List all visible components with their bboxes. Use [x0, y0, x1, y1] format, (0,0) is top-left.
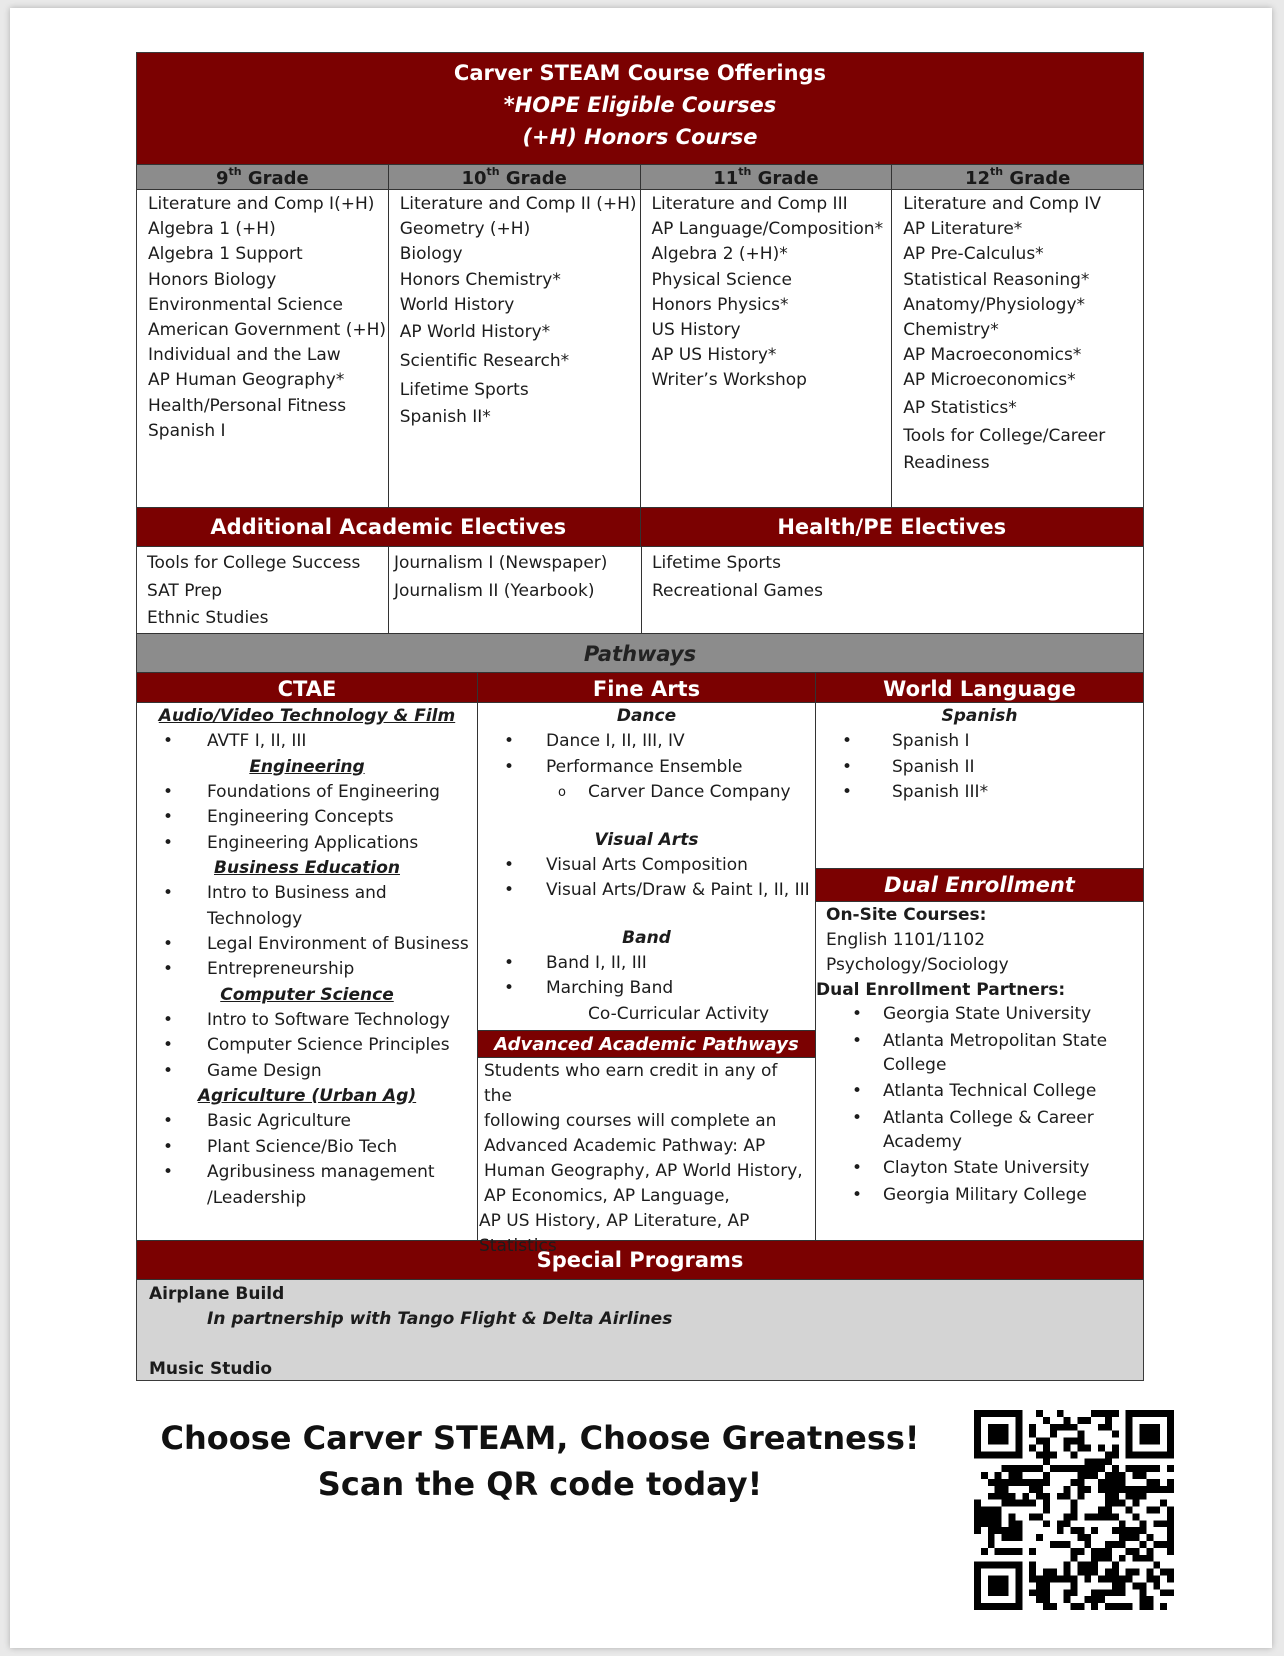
fine-arts-header: Fine Arts: [477, 673, 815, 702]
list-item: • Computer Science Principles: [137, 1033, 477, 1059]
course-item: Biology: [399, 244, 463, 265]
course-item: Spanish I: [148, 420, 226, 441]
list-item: • Engineering Concepts: [137, 805, 477, 831]
course-item: World History: [399, 294, 515, 315]
av-tech-subhead: Audio/Video Technology & Film: [158, 706, 456, 726]
grade-10-courses: [388, 190, 640, 507]
document-title: Carver STEAM Course Offerings: [453, 61, 827, 85]
elective-item: Journalism II (Yearbook): [394, 581, 595, 601]
list-item: • Intro to Software Technology: [137, 1008, 477, 1034]
band-note: Co-Curricular Activity: [588, 1003, 769, 1024]
list-item: • Visual Arts Composition: [478, 853, 815, 879]
course-item: Tools for College/Career: [903, 425, 1106, 446]
title-banner: [137, 53, 1143, 164]
band-subhead: Band: [622, 927, 671, 948]
course-item: Chemistry*: [903, 320, 999, 341]
dual-enrollment-body: [816, 903, 1143, 1209]
list-item: • Spanish I: [816, 729, 1143, 755]
course-item: Physical Science: [651, 269, 792, 290]
course-item: AP World History*: [399, 322, 551, 343]
partner-item-continued: College: [883, 1055, 947, 1075]
grade-12-courses: [891, 190, 1143, 507]
world-language-column: [815, 703, 1143, 1240]
engineering-subhead: Engineering: [249, 756, 365, 777]
elective-item: Lifetime Sports: [652, 553, 781, 573]
course-item: Environmental Science: [148, 294, 343, 315]
health-pe-electives-list: [641, 547, 1143, 633]
course-item: AP Statistics*: [903, 397, 1017, 418]
list-item: • Visual Arts/Draw & Paint I, II, III: [478, 878, 815, 904]
honors-legend: (+H) Honors Course: [522, 125, 758, 149]
course-item: Literature and Comp IV: [903, 194, 1101, 214]
agriculture-subhead: Agriculture (Urban Ag): [197, 1086, 417, 1106]
aap-line: following courses will complete an: [484, 1111, 777, 1131]
computer-science-subhead: Computer Science: [220, 984, 394, 1005]
list-item: • Engineering Applications: [137, 831, 477, 857]
list-item: • Band I, II, III: [478, 951, 815, 977]
list-item-continued: /Leadership: [207, 1187, 307, 1208]
course-item: Health/Personal Fitness: [148, 395, 347, 416]
slogan: [150, 1415, 930, 1507]
list-item: • Plant Science/Bio Tech: [137, 1135, 477, 1161]
grade-11-header: 11th Grade: [640, 165, 892, 189]
world-language-header: World Language: [815, 673, 1143, 702]
course-item: Literature and Comp I(+H): [148, 194, 375, 214]
course-item: Honors Chemistry*: [399, 269, 561, 290]
course-item: Scientific Research*: [399, 351, 570, 372]
course-item: AP Microeconomics*: [903, 370, 1076, 391]
electives-header-row: [137, 507, 1143, 547]
course-item: Literature and Comp III: [651, 194, 848, 214]
course-item: AP Language/Composition*: [651, 219, 884, 240]
course-item: Honors Biology: [148, 269, 277, 290]
course-item: Statistical Reasoning*: [903, 269, 1090, 290]
partner-item-continued: Academy: [883, 1132, 962, 1152]
elective-item: Journalism I (Newspaper): [394, 553, 608, 573]
grade-9-header: 9th Grade: [215, 165, 309, 189]
special-programs-body: [137, 1280, 1143, 1380]
course-item: Individual and the Law: [148, 345, 341, 366]
academic-electives-header: Additional Academic Electives: [210, 515, 567, 539]
course-item: AP Literature*: [903, 219, 1023, 240]
music-studio-program: Music Studio: [149, 1359, 273, 1379]
visual-arts-subhead: Visual Arts: [594, 829, 699, 850]
aap-line: Advanced Academic Pathway: AP: [484, 1136, 766, 1156]
course-item: Literature and Comp II (+H): [399, 194, 637, 214]
elective-item: SAT Prep: [147, 581, 223, 601]
academic-electives-col-2: [388, 547, 641, 633]
list-item: • Basic Agriculture: [137, 1109, 477, 1135]
pathways-body: [137, 703, 1143, 1256]
course-item: Algebra 1 (+H): [148, 219, 276, 240]
list-item: • Agribusiness management: [137, 1160, 477, 1186]
course-item: Algebra 1 Support: [148, 244, 303, 265]
onsite-label: On-Site Courses:: [826, 905, 987, 925]
airplane-build-program: Airplane Build: [149, 1284, 285, 1304]
elective-item: Ethnic Studies: [147, 608, 269, 628]
course-item: American Government (+H): [148, 320, 387, 341]
ctae-column: [137, 703, 477, 1240]
partner-item: • Georgia State University: [816, 1002, 1143, 1027]
course-item: Anatomy/Physiology*: [903, 294, 1086, 315]
aap-header: Advanced Academic Pathways: [478, 1030, 815, 1058]
list-item: • Foundations of Engineering: [137, 780, 477, 806]
list-item: • Entrepreneurship: [137, 957, 477, 983]
list-item: • Dance I, II, III, IV: [478, 729, 815, 755]
grade-9-courses: [137, 190, 388, 507]
course-item: Honors Physics*: [651, 294, 789, 315]
list-item: • Performance Ensemble: [478, 755, 815, 781]
aap-line: AP Economics, AP Language,: [484, 1186, 730, 1206]
grade-12-header: 12th Grade: [891, 165, 1143, 189]
partner-item: • Atlanta Metropolitan State: [816, 1029, 1143, 1054]
onsite-course: Psychology/Sociology: [826, 955, 1009, 975]
partner-item: • Atlanta College & Career: [816, 1106, 1143, 1131]
grade-11-courses: [640, 190, 892, 507]
dual-enrollment-header: Dual Enrollment: [816, 868, 1143, 902]
course-item: Lifetime Sports: [399, 380, 529, 401]
partner-item: • Atlanta Technical College: [816, 1079, 1143, 1104]
onsite-course: English 1101/1102: [826, 930, 986, 950]
grade-10-header: 10th Grade: [388, 165, 640, 189]
list-item: • Spanish III*: [816, 780, 1143, 806]
pathways-header: Pathways: [137, 633, 1143, 673]
course-item: Spanish II*: [399, 407, 491, 428]
spanish-subhead: Spanish: [941, 706, 1018, 726]
course-offerings-document: [136, 52, 1144, 1381]
list-item-continued: Technology: [207, 908, 303, 929]
partner-item: • Georgia Military College: [816, 1183, 1143, 1208]
list-item: • AVTF I, II, III: [137, 729, 477, 755]
list-item: • Legal Environment of Business: [137, 932, 477, 958]
electives-lists: [137, 547, 1143, 633]
airplane-partnership-note: In partnership with Tango Flight & Delta Airlines: [207, 1309, 673, 1329]
aap-line: Students who earn credit in any of the: [484, 1061, 778, 1106]
grade-header-row: [137, 164, 1143, 190]
hope-legend: *HOPE Eligible Courses: [503, 93, 777, 117]
pathway-category-headers: [137, 673, 1143, 703]
grade-course-lists: [137, 190, 1143, 507]
business-subhead: Business Education: [214, 858, 400, 878]
course-item: Geometry (+H): [399, 219, 531, 240]
partner-item: • Clayton State University: [816, 1156, 1143, 1181]
course-item: AP Pre-Calculus*: [903, 244, 1044, 265]
slogan-line-1: Choose Carver STEAM, Choose Greatness!: [160, 1419, 920, 1457]
dance-subhead: Dance: [616, 706, 677, 726]
academic-electives-col-1: [137, 547, 388, 633]
list-item: • Marching Band: [478, 976, 815, 1002]
list-subitem: o Carver Dance Company: [478, 780, 815, 806]
elective-item: Tools for College Success: [147, 553, 361, 573]
list-item: • Spanish II: [816, 755, 1143, 781]
course-item: US History: [651, 320, 741, 341]
aap-line: AP US History, AP Literature, AP: [479, 1211, 750, 1231]
course-item: Algebra 2 (+H)*: [651, 244, 788, 265]
list-item: • Game Design: [137, 1059, 477, 1085]
partners-label: Dual Enrollment Partners:: [816, 980, 1066, 1000]
elective-item: Recreational Games: [652, 581, 823, 601]
aap-description: [478, 1058, 815, 1260]
qr-code[interactable]: [974, 1410, 1174, 1610]
course-item: AP Macroeconomics*: [903, 345, 1082, 366]
ctae-header: CTAE: [277, 677, 337, 701]
special-programs-header: Special Programs: [137, 1240, 1143, 1280]
aap-line: Human Geography, AP World History,: [484, 1161, 803, 1181]
course-item: AP Human Geography*: [148, 370, 345, 391]
aap-line: Statistics: [479, 1236, 557, 1256]
course-item: Readiness: [903, 452, 990, 473]
course-item: AP US History*: [651, 345, 777, 366]
course-item: Writer’s Workshop: [651, 370, 807, 391]
slogan-line-2: Scan the QR code today!: [317, 1465, 763, 1503]
fine-arts-column: [477, 703, 815, 1256]
list-item: • Intro to Business and: [137, 881, 477, 907]
health-pe-electives-header: Health/PE Electives: [640, 508, 1144, 546]
